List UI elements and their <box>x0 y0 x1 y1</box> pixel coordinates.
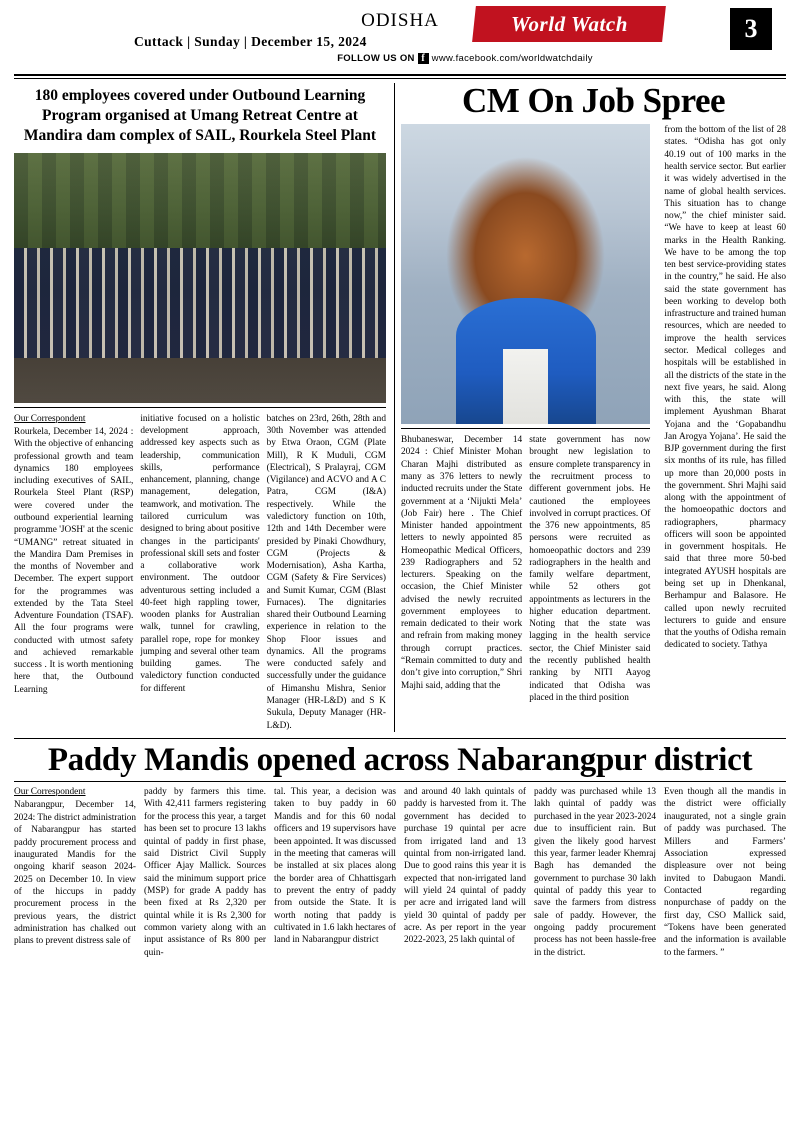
story-cm-job-spree <box>394 80 787 732</box>
masthead-rule-thick <box>14 74 786 76</box>
publication-title: ODISHA <box>361 10 439 31</box>
paddy-text-4: and around 40 lakh quintals of paddy is harvested from it. The government has decided to purchase 19 quintal per acre from irrigated land and 13 quintal from non-irrigated land. Due to good rains this year it is expected that non-irrigated land will yield 24 quintal of paddy per acre and irrigated land will yield 30 quintal of paddy per acre. As per report in the year 2022-2023, 25 lakh quintal of <box>404 787 526 946</box>
byline-paddy: Our Correspondent <box>14 787 86 798</box>
cm-photo-rule <box>401 428 650 429</box>
logo-text: World Watch <box>510 11 628 36</box>
bottom-rule-2 <box>14 781 786 782</box>
story-headline-outbound: 180 employees covered under Outbound Learning Program organised at Umang Retreat Centre at Mandira dam complex of SAIL, Rourkela Steel Plant <box>23 86 377 145</box>
paddy-columns <box>14 786 786 959</box>
paddy-text-5: paddy was purchased while 13 lakh quintal of paddy was purchased in the year 2023-2024 due to insufficient rain. But given the likely good harvest this year, farmer leader Khemraj Bagh has demanded the government to purchase 30 lakh quintal of paddy this year to save the farmers from distress sale of paddy. However, the ongoing paddy procurement process has not been hassle-free in the district. <box>534 787 656 958</box>
masthead <box>0 0 800 72</box>
story-paddy-mandis <box>0 738 800 959</box>
cm-column-1 <box>401 434 522 704</box>
cm-columns-left <box>401 434 650 704</box>
follow-label: FOLLOW US ON <box>337 53 415 64</box>
cm-photo-wrap <box>401 124 650 704</box>
cm-column-3 <box>664 124 786 651</box>
bottom-rule <box>14 738 786 739</box>
outbound-column-2 <box>140 413 259 732</box>
outbound-text-2: initiative focused on a holistic development approach, addressed key aspects such as leadership, communication skills, performance enhancement, planning, change management, delegation, teamwork, and motivation. The tailored curriculum was designed to bring about positive changes in the participants' professional skill sets and foster a collaborative work environment. The outdoor adventurous setting included a 40-feet high rappling tower, wooden planks for Australian walk, tunnel for crawling, parallel rope, rope for monkey jumping and several other team building games. The valedictory function conducted for different <box>140 413 260 694</box>
masthead-rule-thin <box>14 78 786 79</box>
outbound-story-columns <box>14 413 386 732</box>
outbound-text-3: batches on 23rd, 26th, 28th and 30th November was attended by Etwa Oraon, CGM (Plate Mill), R K Muduli, CGM (Electrical), S Pralayraj, CGM (Vigilance) and ACVO and A C Patra, CGM (I&A) respectively. While the valedictory function on 10th, 12th and 14th December were presided by Pinaki Chowdhury, CGM (Projects & Modernisation), Asha Kartha, CGM (Safety & Fire Services) and Sumit Kumar, CGM (Blast Furnaces). The dignitaries shared their Outbound Learning experience in relation to the Shop Floor issues and dynamics. All the programs were conducted safely and successfully under the guidance of Himanshu Mishra, Senior Manager (HR-L&D) and S K Sukula, Deputy Manager (HR-L&D). <box>266 413 386 731</box>
paddy-text-2: paddy by farmers this time. With 42,411 farmers registering for the process this year, a target has been set to procure 13 lakhs quintal of paddy in first phase, said District Civil Supply Officer Ajay Mallick. Sources said the minimum support price (MSP) for grade A paddy has been fixed at Rs 2,320 per quintal while it is Rs 2,300 for common variety along with an input assistance of Rs 800 per quin- <box>144 787 266 958</box>
cm-text-2: state government has now brought new legislation to ensure complete transparency in the recruitment process to different government jobs. He cautioned the employees involved in corrupt practices. Of the 376 new appointments, 85 persons were recruited as homoeopathic doctors and 239 radiographers in the health and family welfare department, while 52 others got appointments as lecturers in the higher education department. Noting that the state was lagging in the health service sector, the Chief Minister said the recently published health ranking by NITI Aayog indicated that Odisha was placed in the third position <box>529 435 651 703</box>
photo-rule <box>14 407 386 408</box>
page-number: 3 <box>744 14 758 43</box>
page-number-badge <box>730 8 772 50</box>
facebook-url[interactable]: www.facebook.com/worldwatchdaily <box>431 53 593 64</box>
worldwatch-logo <box>472 6 666 42</box>
paddy-column-4 <box>404 786 526 959</box>
dateline: Cuttack | Sunday | December 15, 2024 <box>134 34 367 49</box>
paddy-text-6: Even though all the mandis in the district were officially inaugurated, not a single grain of paddy was purchased. The Millers and Farmers’ Association expressed displeasure over not being invited to Dabugaon Mandi. Contacted regarding nonpurchase of paddy on the first day, CSO Mallick said, “Tokens have been generated and the information is available to the farmers. ” <box>664 787 786 958</box>
paddy-text-1: Nabarangpur, December 14, 2024: The district administration of Nabarangpur has started paddy procurement process and inaugurated Mandis for the ongoing kharif season 2024-2025 on December 10. In view of the hiccups in paddy procurement process in the previous years, the district administration has chalked out plans to prevent distress sale of <box>14 800 136 947</box>
outbound-text-1: Rourkela, December 14, 2024 : With the objective of enhancing professional growth and team dynamics 180 employees including executives of SAIL, Rourkela Steel Plant (RSP) were covered under the outbound experiential learning programme 'JOSH' at the scenic “UMANG” retreat situated in the Mandira Dam Premises in the months of November and December. The expert support for the programmes was extended by the Tata Steel Adventure Foundation (TSAF). All the four programs were conducted with utmost safety and achieved remarkable success . It is worth mentioning here that, the Outbound Learning <box>14 427 134 695</box>
paddy-column-6 <box>664 786 786 959</box>
story-outbound-learning <box>14 83 394 732</box>
cm-text-1: Bhubaneswar, December 14 2024 : Chief Minister Mohan Charan Majhi distributed as many as 376 letters to newly inducted recruits under the State government at a ‘Nijukti Mela’ (Job Fair) here . The Chief Minister handed appointment letters to newly appointed 85 Homeopathic Medical Officers, 239 Radiographers and 52 lecturers. Speaking on the occasion, the Chief Minister advised the newly recruited government employees to remain dedicated to their work and refrain from making money through corrupt practices. “Remain committed to duty and don’t give into corruption,” Shri Majhi said, adding that the <box>401 435 523 691</box>
cm-column-3-wrap <box>657 124 786 704</box>
paddy-column-2 <box>144 786 266 959</box>
paddy-column-3 <box>274 786 396 959</box>
paddy-column-1 <box>14 786 136 959</box>
photo-chief-minister <box>401 124 650 424</box>
cm-text-3: from the bottom of the list of 28 states. “Odisha has got only 40.19 out of 100 marks in the health service sector. But earlier it was widely advertised in the name of global health services. This situation has to change now,” the chief minister said. “We have to keep at least 60 marks in the Health Ranking. We have to be among the top ten best service-providing states in the country,” he said. He also said the state government has been working to develop both infrastructure and trained human resources, which are needed to improve the health services sector. Medical colleges and hospitals will be established in all the districts of the state in the next five years, he said. Along with this, the state will implement Ayushman Bharat Yojana and the ‘Gopabandhu Jan Arogya Yojana’. He said the BJP government during the first six months of its rule, has filled up more than 20,000 posts in the government. Shri Majhi said along with the appointment of the homoeopathic doctors and radiographers, pharmacy officers will soon be appointed in government hospitals. He said that three more 50-bed integrated AYUSH hospitals are being set up in Dhenkanal, Berhampur and Balasore. He called upon newly recruited lecturers to guide and ensure that the youths of Odisha remain dedicated to society. Tathya <box>664 125 787 651</box>
follow-us-row <box>14 53 786 64</box>
paddy-text-3: tal. This year, a decision was taken to buy paddy in 60 Mandis and for this 60 nodal officers and 19 supervisors have been appointed. It was discussed in the meeting that cameras will be installed at six places along the border area of Chhattisgarh to prevent the entry of paddy from outside the State. It is worth noting that paddy is cultivated in 1.6 lakh hectares of land in Nabarangpur district <box>274 787 396 946</box>
outbound-column-3 <box>267 413 386 732</box>
cm-top-area <box>401 124 786 704</box>
photo-group-employees <box>14 153 386 403</box>
facebook-icon[interactable]: f <box>418 53 429 64</box>
byline-outbound: Our Correspondent <box>14 413 86 424</box>
outbound-column-1 <box>14 413 133 732</box>
top-section <box>0 80 800 732</box>
paddy-column-5 <box>534 786 656 959</box>
cm-column-2 <box>529 434 650 704</box>
story-headline-cm: CM On Job Spree <box>461 80 726 120</box>
story-headline-paddy: Paddy Mandis opened across Nabarangpur district <box>47 741 753 778</box>
